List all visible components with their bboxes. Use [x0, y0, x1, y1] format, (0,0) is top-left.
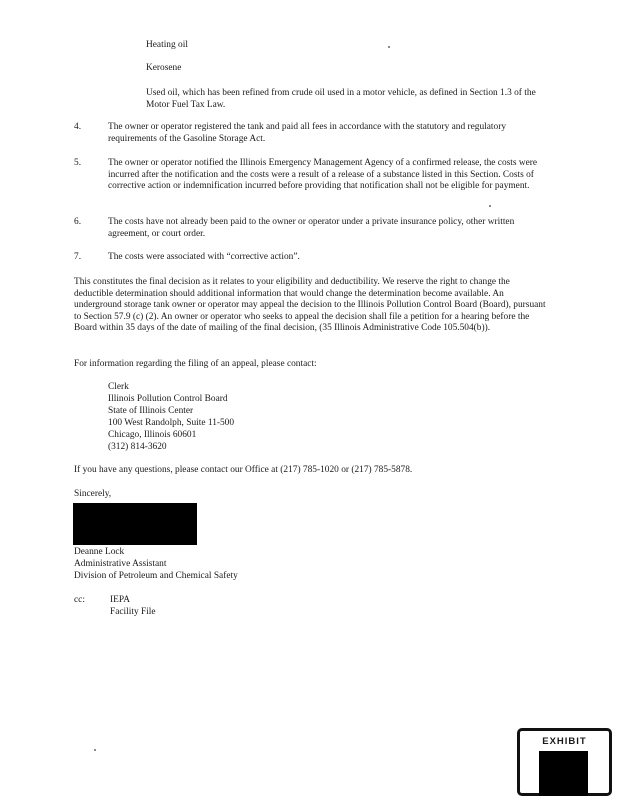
item-text-4: The owner or operator registered the tank and paid all fees in accordance with the statutory and regulatory requirements of the Gasoline Storage Act. [108, 122, 507, 144]
signer-name: Deanne Lock [74, 547, 125, 557]
fuel-item-kerosene: Kerosene [146, 63, 182, 73]
closing: Sincerely, [74, 489, 112, 499]
redacted-signature [73, 503, 197, 545]
exhibit-label: EXHIBIT [542, 736, 587, 747]
fuel-item-heating-oil: Heating oil [146, 40, 188, 50]
cc-recipient: Facility File [110, 607, 156, 617]
item-text-7: The costs were associated with “corrective action”. [108, 252, 300, 262]
fuel-item-used-oil: Used oil, which has been refined from crude oil used in a motor vehicle, as defined in Section 1.3 of the Motor Fuel Tax Law. [146, 88, 536, 110]
signer-title: Administrative Assistant [74, 559, 167, 569]
cc-label: cc: [74, 595, 85, 605]
address-line: (312) 814-3620 [108, 442, 167, 452]
exhibit-sticker [517, 728, 612, 796]
address-line: State of Illinois Center [108, 406, 194, 416]
address-line: Clerk [108, 382, 129, 392]
address-line: 100 West Randolph, Suite 11-500 [108, 418, 235, 428]
scan-speck [94, 749, 96, 751]
scan-speck [388, 46, 390, 48]
item-number-4: 4. [74, 122, 82, 132]
address-line: Illinois Pollution Control Board [108, 394, 228, 404]
signer-division: Division of Petroleum and Chemical Safety [74, 571, 238, 581]
final-decision-paragraph: This constitutes the final decision as it relates to your eligibility and deductibility. We reserve the right to change the deductible determination should additional information that would change the determination become available. An underground storage tank owner or operator may appeal the decision to the Illinois Pollution Control Board (Board), pursuant to Section 57.9 (c) (2). An owner or operator who seeks to appeal the decision shall file a petition for a hearing before the Board within 35 days of the date of mailing of the final decision, (35 Illinois Administrative Code 105.504(b)). [74, 277, 546, 333]
item-text-5: The owner or operator notified the Illinois Emergency Management Agency of a confirmed release, the costs were incurred after the notification and the costs were a result of a release of a substance listed in this Section. Costs of corrective action or indemnification incurred before providing that notification shall not be eligible for payment. [108, 158, 538, 191]
questions-line: If you have any questions, please contact our Office at (217) 785-1020 or (217) 785-5878. [74, 465, 413, 475]
item-number-5: 5. [74, 158, 82, 168]
appeal-intro: For information regarding the filing of an appeal, please contact: [74, 359, 317, 369]
item-number-7: 7. [74, 252, 82, 262]
item-text-6: The costs have not already been paid to the owner or operator under a private insurance policy, other written agreement, or court order. [108, 217, 515, 239]
item-number-6: 6. [74, 217, 82, 227]
scan-speck [489, 205, 491, 207]
redacted-exhibit-number [539, 751, 588, 796]
cc-recipient: IEPA [110, 595, 130, 605]
address-line: Chicago, Illinois 60601 [108, 430, 197, 440]
